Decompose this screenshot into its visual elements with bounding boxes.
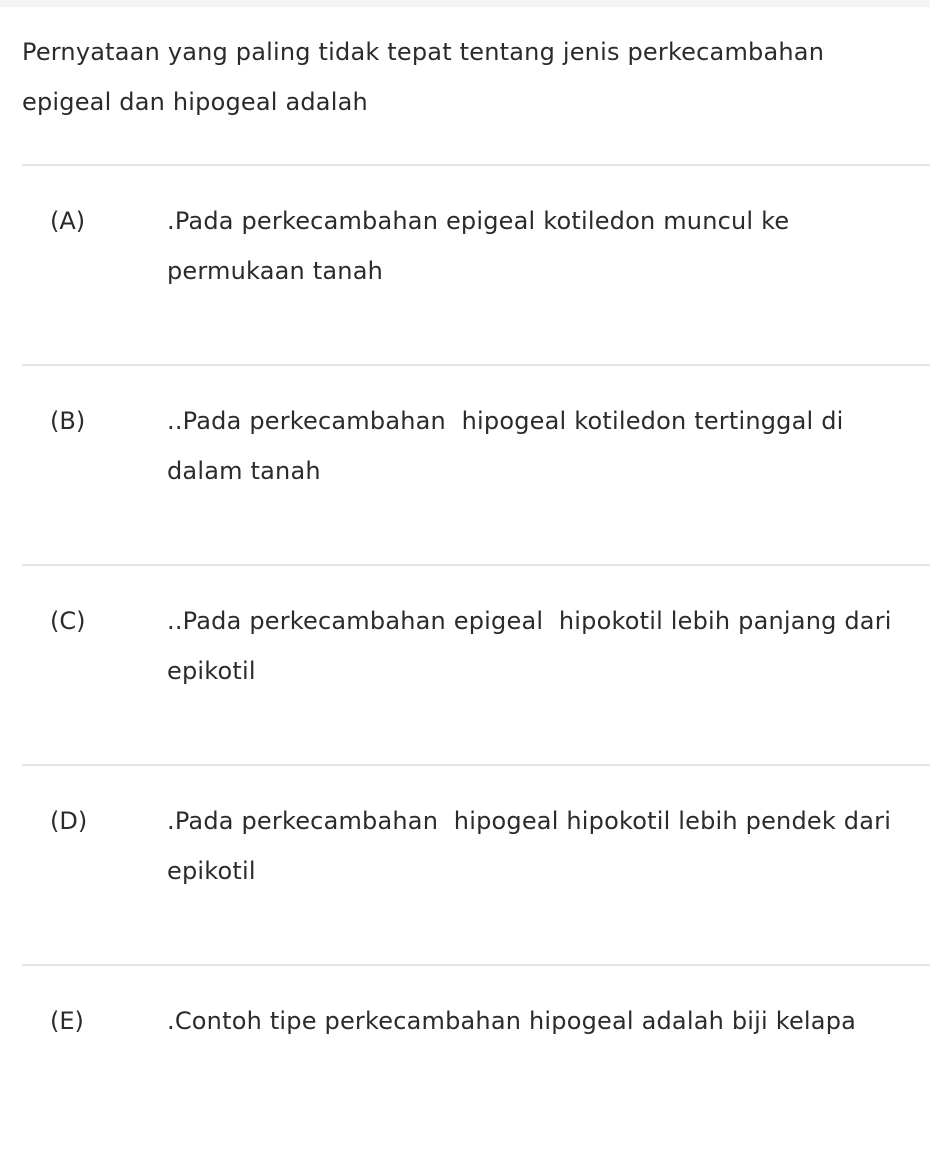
- top-strip: [0, 0, 930, 7]
- option-letter: (E): [50, 1007, 84, 1035]
- option-letter: (C): [50, 607, 86, 635]
- question-text: Pernyataan yang paling tidak tepat tentang jenis perkecambahan epigeal dan hipogeal adalah: [22, 38, 825, 116]
- option-letter: (A): [50, 207, 86, 235]
- option-c[interactable]: [22, 564, 930, 764]
- option-letter: (D): [50, 807, 88, 835]
- option-text: ..Pada perkecambahan epigeal hipokotil lebih panjang dari epikotil: [167, 607, 900, 685]
- option-a[interactable]: [22, 164, 930, 364]
- answer-options: [22, 164, 930, 1164]
- option-text: ..Pada perkecambahan hipogeal kotiledon tertinggal di dalam tanah: [167, 407, 852, 485]
- option-e[interactable]: [22, 964, 930, 1164]
- option-d[interactable]: [22, 764, 930, 964]
- option-b[interactable]: [22, 364, 930, 564]
- option-letter: (B): [50, 407, 86, 435]
- option-text: .Contoh tipe perkecambahan hipogeal adalah biji kelapa: [167, 1007, 857, 1035]
- option-text: .Pada perkecambahan epigeal kotiledon muncul ke permukaan tanah: [167, 207, 798, 285]
- option-text: .Pada perkecambahan hipogeal hipokotil lebih pendek dari epikotil: [167, 807, 899, 885]
